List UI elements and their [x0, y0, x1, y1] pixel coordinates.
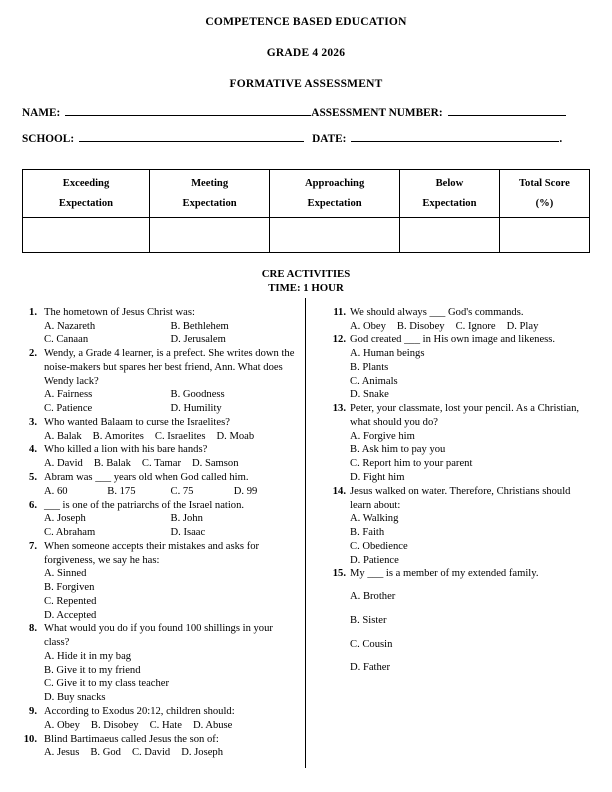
- option-choice[interactable]: A. Joseph: [44, 513, 86, 525]
- question-item: [329, 485, 594, 568]
- option-choice[interactable]: B. Forgiven: [44, 582, 95, 594]
- question-body: [44, 471, 297, 499]
- option-choice[interactable]: C. Report him to your parent: [350, 458, 473, 470]
- option-row: [350, 457, 594, 471]
- subject-heading: [0, 268, 612, 296]
- option-group: [44, 567, 297, 622]
- score-cell-meeting[interactable]: [150, 218, 270, 253]
- score-cell-approaching[interactable]: [270, 218, 400, 253]
- option-choice[interactable]: C. 75: [170, 485, 194, 497]
- option-choice[interactable]: A. Jesus: [44, 747, 80, 759]
- option-choice[interactable]: C. Canaan: [44, 334, 89, 346]
- date-label: DATE:: [312, 133, 347, 145]
- option-group: [44, 650, 297, 705]
- question-stem: Abram was ___ years old when God called him.: [44, 472, 249, 483]
- question-number: 1.: [29, 306, 37, 318]
- question-body: [350, 485, 594, 568]
- option-choice[interactable]: D. Humility: [170, 403, 222, 415]
- option-row: [44, 485, 297, 499]
- score-cell-below[interactable]: [400, 218, 500, 253]
- question-body: [44, 499, 297, 540]
- option-row: [44, 609, 297, 623]
- option-row: [44, 581, 297, 595]
- question-body: [44, 416, 297, 444]
- question-stem: Who killed a lion with his bare hands?: [44, 444, 208, 456]
- question-body: [350, 402, 594, 485]
- option-row: [350, 526, 594, 540]
- option-choice[interactable]: D. Father: [350, 662, 391, 674]
- option-choice[interactable]: C. Tamar: [141, 458, 181, 470]
- question-number: 3.: [29, 416, 37, 428]
- option-choice[interactable]: D. Accepted: [44, 609, 97, 621]
- question-item: [329, 402, 594, 485]
- option-row: [350, 512, 594, 526]
- option-row: [350, 661, 594, 675]
- name-label: NAME:: [22, 107, 61, 119]
- option-group: [350, 512, 594, 567]
- option-group: [44, 430, 297, 444]
- question-stem: Peter, your classmate, lost your pencil. As a Christian, what should you do?: [350, 403, 580, 428]
- option-choice[interactable]: A. Walking: [350, 513, 399, 525]
- option-row: [350, 388, 594, 402]
- option-choice[interactable]: B. Amorites: [92, 430, 144, 442]
- question-stem: The hometown of Jesus Christ was:: [44, 306, 195, 318]
- score-table-container: [0, 159, 612, 253]
- option-choice[interactable]: C. David: [131, 747, 171, 759]
- question-number: 2.: [29, 348, 37, 360]
- option-choice[interactable]: D. Samson: [192, 458, 239, 470]
- date-input-line[interactable]: [351, 133, 559, 142]
- option-choice[interactable]: D. Snake: [350, 389, 389, 401]
- question-number: 12.: [332, 334, 346, 346]
- school-input-line[interactable]: [79, 133, 304, 142]
- question-number: 14.: [332, 485, 346, 497]
- option-row: [44, 691, 297, 705]
- option-choice[interactable]: B. Disobey: [90, 719, 139, 731]
- question-number: 13.: [332, 403, 346, 415]
- question-body: [44, 540, 297, 623]
- option-row: [44, 677, 297, 691]
- question-stem: My ___ is a member of my extended family.: [350, 568, 539, 580]
- option-choice[interactable]: D. Abuse: [192, 719, 233, 731]
- option-choice[interactable]: B. John: [170, 513, 203, 525]
- question-item: [329, 333, 594, 402]
- name-assessment-row: [22, 107, 590, 119]
- document-header: [0, 0, 612, 90]
- option-choice[interactable]: B. Plants: [350, 361, 389, 373]
- option-choice[interactable]: A. David: [44, 458, 83, 470]
- question-stem: What would you do if you found 100 shillings in your class?: [44, 623, 273, 649]
- option-group: [44, 719, 297, 733]
- question-number: 4.: [29, 444, 37, 456]
- score-cell-total[interactable]: [499, 218, 589, 253]
- option-row: [44, 746, 297, 760]
- question-item: [20, 347, 297, 416]
- question-list-left: [20, 306, 297, 760]
- header-line-assessment-type: FORMATIVE ASSESSMENT: [229, 78, 383, 90]
- option-choice[interactable]: D. Fight him: [350, 472, 405, 483]
- question-body: [44, 306, 297, 347]
- question-stem: Wendy, a Grade 4 learner, is a prefect. She writes down the noise-makers but spares her best friend, Ann. What does Wendy lack?: [44, 348, 295, 387]
- option-choice[interactable]: B. 175: [107, 485, 136, 497]
- option-row: [350, 638, 594, 652]
- option-row: [350, 590, 594, 604]
- question-column-right: [307, 306, 594, 760]
- column-divider-rule: [305, 298, 306, 768]
- option-choice[interactable]: C. Abraham: [44, 527, 96, 539]
- score-column-total-line1: Total Score: [518, 178, 570, 189]
- question-number: 6.: [29, 499, 37, 511]
- option-choice[interactable]: B. Bethlehem: [170, 320, 229, 332]
- option-row: [350, 430, 594, 444]
- question-body: [350, 306, 594, 334]
- option-choice[interactable]: A. Sinned: [44, 568, 87, 580]
- option-row: [44, 595, 297, 609]
- question-number: 5.: [29, 472, 37, 483]
- option-choice[interactable]: B. Disobey: [396, 320, 445, 332]
- option-row: [44, 457, 297, 471]
- option-row: [44, 567, 297, 581]
- option-choice[interactable]: B. Ask him to pay you: [350, 444, 446, 456]
- option-choice[interactable]: C. Ignore: [455, 320, 496, 332]
- option-group: [350, 347, 594, 402]
- option-choice[interactable]: C. Give it to my class teacher: [44, 678, 170, 690]
- option-row: [350, 540, 594, 554]
- option-row: [44, 650, 297, 664]
- score-column-below-line2: Expectation: [422, 197, 477, 209]
- assessment-number-input-line[interactable]: [448, 107, 566, 116]
- option-choice[interactable]: D. Play: [506, 320, 539, 332]
- option-choice[interactable]: B. Faith: [350, 527, 385, 539]
- option-row: [44, 526, 297, 540]
- question-stem: Jesus walked on water. Therefore, Christians should learn about:: [350, 485, 571, 511]
- option-row: [350, 375, 594, 389]
- question-number: 8.: [29, 623, 37, 635]
- score-column-approaching-line1: Approaching: [304, 178, 365, 189]
- name-input-line[interactable]: [65, 107, 311, 116]
- option-group: [44, 746, 297, 760]
- option-group: [44, 485, 297, 499]
- assessment-number-label: ASSESSMENT NUMBER:: [311, 107, 443, 119]
- option-choice[interactable]: D. Buy snacks: [44, 692, 106, 704]
- score-column-approaching-line2: Expectation: [307, 197, 362, 209]
- question-stem: ___ is one of the patriarchs of the Israel nation.: [44, 499, 245, 511]
- option-group: [44, 320, 297, 348]
- question-number: 11.: [333, 306, 346, 318]
- date-trailing-period: .: [559, 133, 563, 145]
- question-stem: When someone accepts their mistakes and asks for forgiveness, we say he has:: [44, 540, 260, 566]
- score-column-exceeding-line2: Expectation: [58, 197, 114, 209]
- option-group: [350, 590, 594, 675]
- option-choice[interactable]: B. God: [90, 747, 121, 759]
- option-row: [44, 719, 297, 733]
- question-number: 10.: [23, 733, 37, 745]
- question-body: [44, 622, 297, 705]
- question-item: [20, 705, 297, 733]
- option-choice[interactable]: C. Animals: [350, 375, 398, 387]
- score-column-total: [499, 170, 589, 218]
- option-row: [350, 320, 594, 334]
- question-number: 7.: [29, 540, 37, 552]
- question-body: [44, 443, 297, 471]
- option-row: [44, 430, 297, 444]
- school-label: SCHOOL:: [22, 133, 75, 145]
- option-row: [44, 333, 297, 347]
- question-stem: Blind Bartimaeus called Jesus the son of:: [44, 733, 219, 745]
- question-item: [20, 733, 297, 761]
- option-choice[interactable]: A. Brother: [350, 591, 396, 603]
- option-row: [350, 361, 594, 375]
- header-line-competence-based-education: COMPETENCE BASED EDUCATION: [205, 16, 407, 28]
- option-choice[interactable]: C. Obedience: [350, 540, 408, 552]
- question-stem: We should always ___ God's commands.: [350, 306, 524, 318]
- question-item: [20, 540, 297, 623]
- option-row: [44, 512, 297, 526]
- option-row: [44, 402, 297, 416]
- score-cell-exceeding[interactable]: [23, 218, 150, 253]
- question-stem: According to Exodus 20:12, children should:: [44, 706, 235, 718]
- option-row: [44, 388, 297, 402]
- option-choice[interactable]: D. Jerusalem: [170, 334, 226, 346]
- question-item: [20, 416, 297, 444]
- option-choice[interactable]: D. Joseph: [181, 747, 223, 759]
- option-choice[interactable]: C. Israelites: [154, 430, 206, 442]
- option-group: [44, 457, 297, 471]
- option-choice[interactable]: A. Fairness: [44, 389, 93, 401]
- option-row: [44, 664, 297, 678]
- option-choice[interactable]: A. Hide it in my bag: [44, 650, 132, 662]
- question-body: [44, 733, 297, 761]
- question-number: 15.: [332, 568, 346, 580]
- option-choice[interactable]: B. Give it to my friend: [44, 664, 141, 676]
- option-group: [44, 388, 297, 416]
- question-list-right: [329, 306, 594, 685]
- header-line-grade-year: GRADE 4 2026: [266, 47, 346, 59]
- option-choice[interactable]: A. Balak: [44, 430, 82, 442]
- question-stem: God created ___ in His own image and likeness.: [350, 334, 556, 346]
- option-choice[interactable]: A. Forgive him: [350, 430, 415, 442]
- question-stem: Who wanted Balaam to curse the Israelites?: [44, 416, 230, 428]
- option-choice[interactable]: D. 99: [233, 485, 258, 497]
- option-row: [350, 554, 594, 568]
- question-body: [350, 567, 594, 685]
- option-group: [44, 512, 297, 540]
- question-item: [20, 471, 297, 499]
- subject-time-allowed: TIME: 1 HOUR: [268, 282, 344, 294]
- option-choice[interactable]: A. Nazareth: [44, 320, 96, 332]
- option-choice[interactable]: D. Moab: [216, 430, 255, 442]
- option-choice[interactable]: C. Hate: [149, 719, 182, 731]
- option-row: [350, 443, 594, 457]
- question-columns: [0, 306, 612, 760]
- question-column-left: [20, 306, 307, 760]
- option-group: [350, 430, 594, 485]
- option-row: [350, 471, 594, 485]
- option-choice[interactable]: B. Balak: [93, 458, 131, 470]
- score-column-total-line2: (%): [535, 197, 554, 209]
- option-choice[interactable]: A. Obey: [44, 719, 80, 731]
- score-column-exceeding: [23, 170, 150, 218]
- option-row: [350, 614, 594, 628]
- subject-title: CRE ACTIVITIES: [261, 268, 351, 281]
- score-column-approaching: [270, 170, 400, 218]
- option-choice[interactable]: D. Patience: [350, 554, 399, 566]
- student-info-fields: [0, 107, 612, 145]
- school-date-row: [22, 133, 590, 145]
- question-item: [329, 306, 594, 334]
- question-item: [20, 443, 297, 471]
- option-row: [350, 347, 594, 361]
- option-choice[interactable]: A. 60: [44, 485, 68, 497]
- option-choice[interactable]: C. Patience: [44, 403, 93, 415]
- question-item: [329, 567, 594, 685]
- score-table-entry-row: [23, 218, 590, 253]
- score-column-below: [400, 170, 500, 218]
- question-body: [44, 347, 297, 416]
- option-choice[interactable]: D. Isaac: [170, 527, 206, 539]
- score-column-meeting-line2: Expectation: [182, 197, 237, 209]
- question-item: [20, 622, 297, 705]
- option-choice[interactable]: C. Repented: [44, 595, 97, 607]
- question-number: 9.: [29, 706, 37, 718]
- option-choice[interactable]: B. Sister: [350, 614, 387, 626]
- option-choice[interactable]: B. Goodness: [170, 389, 225, 401]
- option-choice[interactable]: A. Obey: [350, 320, 386, 332]
- question-item: [20, 306, 297, 347]
- score-column-meeting: [150, 170, 270, 218]
- option-choice[interactable]: C. Cousin: [350, 638, 393, 650]
- question-item: [20, 499, 297, 540]
- score-column-exceeding-line1: Exceeding: [62, 178, 110, 189]
- option-choice[interactable]: A. Human beings: [350, 348, 425, 360]
- score-column-below-line1: Below: [435, 178, 464, 189]
- score-table: [22, 169, 590, 253]
- score-column-meeting-line1: Meeting: [191, 178, 229, 189]
- option-group: [350, 320, 594, 334]
- question-body: [44, 705, 297, 733]
- option-row: [44, 320, 297, 334]
- question-body: [350, 333, 594, 402]
- score-table-header-row: [23, 170, 590, 218]
